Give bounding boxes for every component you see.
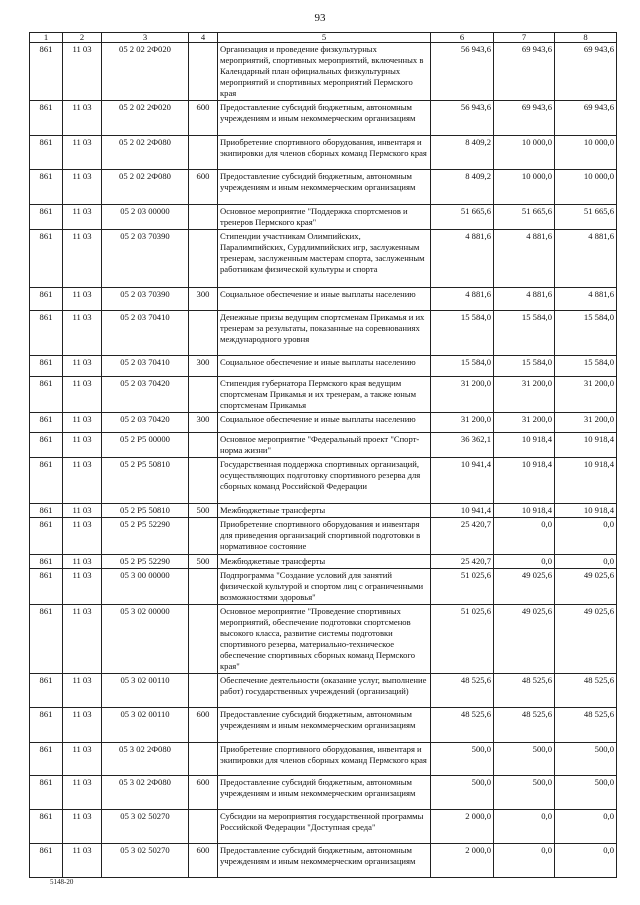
cell-amount-8: 31 200,0 [555, 413, 617, 433]
cell-expense-type [189, 569, 218, 605]
header-cell-5: 5 [218, 33, 431, 43]
cell-expense-type: 500 [189, 555, 218, 569]
cell-amount-7: 15 584,0 [494, 311, 555, 356]
cell-description: Основное мероприятие "Федеральный проект "Спорт-норма жизни" [218, 433, 431, 458]
cell-amount-8: 10 918,4 [555, 458, 617, 504]
cell-chapter: 861 [30, 743, 63, 776]
cell-amount-6: 25 420,7 [431, 518, 494, 555]
cell-section: 11 03 [63, 230, 102, 288]
budget-table [29, 32, 617, 878]
cell-target-article: 05 2 P5 52290 [102, 518, 189, 555]
cell-amount-7: 69 943,6 [494, 101, 555, 136]
cell-amount-6: 2 000,0 [431, 810, 494, 844]
cell-amount-7: 31 200,0 [494, 413, 555, 433]
cell-expense-type [189, 433, 218, 458]
cell-chapter: 861 [30, 433, 63, 458]
table-row [30, 311, 617, 356]
cell-chapter: 861 [30, 413, 63, 433]
cell-description: Предоставление субсидий бюджетным, автономным учреждениям и иным некоммерческим организациям [218, 170, 431, 205]
header-cell-4: 4 [189, 33, 218, 43]
table-row [30, 743, 617, 776]
table-row [30, 605, 617, 674]
table-row [30, 458, 617, 504]
cell-chapter: 861 [30, 288, 63, 311]
header-row [30, 33, 617, 43]
cell-chapter: 861 [30, 101, 63, 136]
cell-amount-7: 10 918,4 [494, 433, 555, 458]
cell-target-article: 05 2 02 2Ф020 [102, 43, 189, 101]
cell-amount-8: 69 943,6 [555, 43, 617, 101]
cell-amount-6: 2 000,0 [431, 844, 494, 878]
cell-section: 11 03 [63, 377, 102, 413]
cell-amount-6: 51 025,6 [431, 605, 494, 674]
cell-amount-6: 10 941,4 [431, 504, 494, 518]
cell-description: Организация и проведение физкультурных мероприятий, спортивных мероприятий, включенных в Календарный план официальных физкультурных мероприятий и спортивных мероприятий Пермского края [218, 43, 431, 101]
cell-expense-type [189, 605, 218, 674]
table-row [30, 356, 617, 377]
cell-section: 11 03 [63, 776, 102, 810]
cell-amount-8: 10 000,0 [555, 170, 617, 205]
cell-section: 11 03 [63, 569, 102, 605]
cell-target-article: 05 3 02 2Ф080 [102, 776, 189, 810]
cell-target-article: 05 3 00 00000 [102, 569, 189, 605]
table-row [30, 413, 617, 433]
cell-amount-6: 10 941,4 [431, 458, 494, 504]
cell-expense-type [189, 743, 218, 776]
cell-chapter: 861 [30, 43, 63, 101]
cell-description: Основное мероприятие "Поддержка спортсменов и тренеров Пермского края" [218, 205, 431, 230]
cell-section: 11 03 [63, 458, 102, 504]
cell-chapter: 861 [30, 555, 63, 569]
cell-target-article: 05 2 03 70420 [102, 377, 189, 413]
cell-chapter: 861 [30, 356, 63, 377]
cell-amount-7: 0,0 [494, 844, 555, 878]
cell-amount-8: 48 525,6 [555, 708, 617, 743]
cell-amount-8: 0,0 [555, 518, 617, 555]
cell-expense-type: 300 [189, 413, 218, 433]
cell-description: Государственная поддержка спортивных организаций, осуществляющих подготовку спортивного резерва для сборных команд Российской Федерации [218, 458, 431, 504]
table-row [30, 205, 617, 230]
cell-target-article: 05 2 02 2Ф080 [102, 170, 189, 205]
table-row [30, 569, 617, 605]
cell-description: Предоставление субсидий бюджетным, автономным учреждениям и иным некоммерческим организациям [218, 708, 431, 743]
cell-amount-6: 4 881,6 [431, 230, 494, 288]
cell-amount-6: 15 584,0 [431, 311, 494, 356]
cell-section: 11 03 [63, 413, 102, 433]
cell-expense-type [189, 810, 218, 844]
table-row [30, 844, 617, 878]
cell-description: Социальное обеспечение и иные выплаты населению [218, 356, 431, 377]
cell-description: Приобретение спортивного оборудования, инвентаря и экипировки для членов сборных команд Пермского края [218, 743, 431, 776]
cell-expense-type: 600 [189, 844, 218, 878]
cell-amount-7: 69 943,6 [494, 43, 555, 101]
cell-chapter: 861 [30, 205, 63, 230]
cell-amount-8: 0,0 [555, 555, 617, 569]
header-cell-1: 1 [30, 33, 63, 43]
cell-expense-type: 300 [189, 288, 218, 311]
cell-amount-8: 10 918,4 [555, 433, 617, 458]
cell-description: Межбюджетные трансферты [218, 504, 431, 518]
cell-chapter: 861 [30, 311, 63, 356]
table-row [30, 170, 617, 205]
cell-target-article: 05 2 P5 00000 [102, 433, 189, 458]
cell-amount-8: 500,0 [555, 776, 617, 810]
cell-target-article: 05 2 03 70420 [102, 413, 189, 433]
cell-description: Социальное обеспечение и иные выплаты населению [218, 413, 431, 433]
header-cell-8: 8 [555, 33, 617, 43]
cell-amount-6: 31 200,0 [431, 413, 494, 433]
cell-target-article: 05 3 02 00000 [102, 605, 189, 674]
table-row [30, 377, 617, 413]
cell-target-article: 05 2 03 70410 [102, 311, 189, 356]
cell-chapter: 861 [30, 377, 63, 413]
cell-description: Приобретение спортивного оборудования и инвентаря для приведения организаций спортивной подготовки в нормативное состояние [218, 518, 431, 555]
cell-amount-8: 0,0 [555, 810, 617, 844]
cell-description: Субсидии на мероприятия государственной программы Российской Федерации "Доступная среда" [218, 810, 431, 844]
cell-description: Обеспечение деятельности (оказание услуг, выполнение работ) государственных учреждений (организаций) [218, 674, 431, 708]
table-row [30, 136, 617, 170]
cell-amount-7: 10 918,4 [494, 458, 555, 504]
cell-amount-8: 4 881,6 [555, 230, 617, 288]
cell-target-article: 05 2 03 00000 [102, 205, 189, 230]
cell-amount-6: 56 943,6 [431, 101, 494, 136]
cell-amount-7: 10 000,0 [494, 170, 555, 205]
cell-expense-type: 600 [189, 170, 218, 205]
cell-amount-6: 56 943,6 [431, 43, 494, 101]
table-row [30, 288, 617, 311]
cell-expense-type [189, 43, 218, 101]
cell-target-article: 05 2 02 2Ф080 [102, 136, 189, 170]
cell-amount-6: 25 420,7 [431, 555, 494, 569]
cell-expense-type [189, 136, 218, 170]
cell-section: 11 03 [63, 101, 102, 136]
cell-amount-6: 8 409,2 [431, 136, 494, 170]
cell-amount-8: 51 665,6 [555, 205, 617, 230]
cell-section: 11 03 [63, 288, 102, 311]
cell-amount-8: 69 943,6 [555, 101, 617, 136]
header-cell-6: 6 [431, 33, 494, 43]
cell-target-article: 05 2 P5 52290 [102, 555, 189, 569]
cell-chapter: 861 [30, 844, 63, 878]
cell-section: 11 03 [63, 170, 102, 205]
cell-expense-type: 300 [189, 356, 218, 377]
cell-description: Стипендии участникам Олимпийских, Паралимпийских, Сурдлимпийских игр, заслуженным тренерам, заслуженным мастерам спорта, заслуженным работникам физической культуры и спорта [218, 230, 431, 288]
table-row [30, 810, 617, 844]
cell-expense-type: 600 [189, 101, 218, 136]
cell-amount-8: 10 000,0 [555, 136, 617, 170]
cell-amount-6: 36 362,1 [431, 433, 494, 458]
header-cell-3: 3 [102, 33, 189, 43]
cell-amount-7: 31 200,0 [494, 377, 555, 413]
cell-section: 11 03 [63, 311, 102, 356]
cell-amount-6: 500,0 [431, 776, 494, 810]
cell-amount-8: 48 525,6 [555, 674, 617, 708]
cell-description: Межбюджетные трансферты [218, 555, 431, 569]
cell-amount-6: 51 025,6 [431, 569, 494, 605]
cell-chapter: 861 [30, 136, 63, 170]
cell-amount-8: 15 584,0 [555, 311, 617, 356]
cell-section: 11 03 [63, 810, 102, 844]
cell-amount-8: 500,0 [555, 743, 617, 776]
footer-code: 5148-20 [50, 878, 74, 886]
table-header [30, 33, 617, 43]
cell-description: Предоставление субсидий бюджетным, автономным учреждениям и иным некоммерческим организациям [218, 101, 431, 136]
cell-chapter: 861 [30, 708, 63, 743]
cell-target-article: 05 3 02 00110 [102, 708, 189, 743]
table-row [30, 101, 617, 136]
cell-amount-6: 500,0 [431, 743, 494, 776]
cell-amount-7: 10 918,4 [494, 504, 555, 518]
table-row [30, 674, 617, 708]
cell-amount-7: 0,0 [494, 810, 555, 844]
header-cell-2: 2 [63, 33, 102, 43]
table-row [30, 230, 617, 288]
cell-expense-type [189, 311, 218, 356]
cell-description: Подпрограмма "Создание условий для занятий физической культурой и спортом лиц с ограниченными возможностями здоровья" [218, 569, 431, 605]
cell-amount-6: 15 584,0 [431, 356, 494, 377]
cell-amount-8: 4 881,6 [555, 288, 617, 311]
cell-description: Социальное обеспечение и иные выплаты населению [218, 288, 431, 311]
cell-section: 11 03 [63, 518, 102, 555]
cell-target-article: 05 3 02 50270 [102, 810, 189, 844]
cell-amount-6: 51 665,6 [431, 205, 494, 230]
cell-expense-type [189, 518, 218, 555]
table-row [30, 518, 617, 555]
cell-target-article: 05 2 03 70410 [102, 356, 189, 377]
cell-amount-8: 31 200,0 [555, 377, 617, 413]
cell-amount-7: 51 665,6 [494, 205, 555, 230]
cell-description: Предоставление субсидий бюджетным, автономным учреждениям и иным некоммерческим организациям [218, 776, 431, 810]
table-row [30, 43, 617, 101]
cell-amount-6: 8 409,2 [431, 170, 494, 205]
cell-amount-7: 48 525,6 [494, 674, 555, 708]
cell-amount-8: 49 025,6 [555, 605, 617, 674]
cell-amount-7: 0,0 [494, 518, 555, 555]
header-cell-7: 7 [494, 33, 555, 43]
cell-chapter: 861 [30, 810, 63, 844]
cell-section: 11 03 [63, 43, 102, 101]
table-row [30, 708, 617, 743]
table-row [30, 776, 617, 810]
cell-chapter: 861 [30, 605, 63, 674]
cell-description: Денежные призы ведущим спортсменам Прикамья и их тренерам за результаты, показанные на соревнованиях международного уровня [218, 311, 431, 356]
cell-target-article: 05 3 02 2Ф080 [102, 743, 189, 776]
cell-chapter: 861 [30, 230, 63, 288]
cell-amount-7: 48 525,6 [494, 708, 555, 743]
cell-section: 11 03 [63, 433, 102, 458]
page-number: 93 [314, 12, 326, 24]
cell-target-article: 05 2 P5 50810 [102, 504, 189, 518]
table-body [30, 43, 617, 878]
cell-amount-8: 10 918,4 [555, 504, 617, 518]
cell-section: 11 03 [63, 504, 102, 518]
cell-amount-7: 4 881,6 [494, 288, 555, 311]
cell-amount-7: 49 025,6 [494, 569, 555, 605]
cell-description: Стипендия губернатора Пермского края ведущим спортсменам Прикамья и их тренерам, а также юным спортсменам Прикамья [218, 377, 431, 413]
cell-description: Приобретение спортивного оборудования, инвентаря и экипировки для членов сборных команд Пермского края [218, 136, 431, 170]
cell-expense-type: 600 [189, 776, 218, 810]
cell-section: 11 03 [63, 555, 102, 569]
cell-expense-type [189, 205, 218, 230]
cell-amount-7: 0,0 [494, 555, 555, 569]
cell-chapter: 861 [30, 674, 63, 708]
cell-amount-6: 48 525,6 [431, 674, 494, 708]
cell-section: 11 03 [63, 205, 102, 230]
cell-target-article: 05 2 03 70390 [102, 230, 189, 288]
cell-section: 11 03 [63, 708, 102, 743]
cell-amount-8: 15 584,0 [555, 356, 617, 377]
cell-expense-type [189, 458, 218, 504]
cell-target-article: 05 3 02 00110 [102, 674, 189, 708]
cell-amount-6: 48 525,6 [431, 708, 494, 743]
cell-expense-type: 500 [189, 504, 218, 518]
cell-amount-7: 10 000,0 [494, 136, 555, 170]
cell-expense-type [189, 377, 218, 413]
cell-amount-7: 15 584,0 [494, 356, 555, 377]
cell-section: 11 03 [63, 356, 102, 377]
cell-expense-type [189, 674, 218, 708]
cell-chapter: 861 [30, 504, 63, 518]
cell-section: 11 03 [63, 743, 102, 776]
cell-target-article: 05 2 03 70390 [102, 288, 189, 311]
cell-amount-6: 31 200,0 [431, 377, 494, 413]
cell-chapter: 861 [30, 569, 63, 605]
cell-section: 11 03 [63, 844, 102, 878]
cell-amount-8: 49 025,6 [555, 569, 617, 605]
cell-chapter: 861 [30, 776, 63, 810]
table-row [30, 433, 617, 458]
cell-section: 11 03 [63, 136, 102, 170]
cell-amount-7: 500,0 [494, 743, 555, 776]
cell-expense-type [189, 230, 218, 288]
cell-expense-type: 600 [189, 708, 218, 743]
cell-target-article: 05 2 02 2Ф020 [102, 101, 189, 136]
cell-description: Предоставление субсидий бюджетным, автономным учреждениям и иным некоммерческим организациям [218, 844, 431, 878]
cell-amount-7: 500,0 [494, 776, 555, 810]
cell-section: 11 03 [63, 605, 102, 674]
cell-section: 11 03 [63, 674, 102, 708]
cell-amount-7: 49 025,6 [494, 605, 555, 674]
cell-amount-8: 0,0 [555, 844, 617, 878]
table-row [30, 555, 617, 569]
cell-target-article: 05 3 02 50270 [102, 844, 189, 878]
cell-chapter: 861 [30, 170, 63, 205]
table-row [30, 504, 617, 518]
cell-chapter: 861 [30, 518, 63, 555]
cell-chapter: 861 [30, 458, 63, 504]
cell-description: Основное мероприятие "Проведение спортивных мероприятий, обеспечение подготовки спортсменов высокого класса, развитие системы подготовки спортивного резерва, материально-техническое обеспечение спортивных сборных команд Пермского края" [218, 605, 431, 674]
cell-amount-7: 4 881,6 [494, 230, 555, 288]
cell-target-article: 05 2 P5 50810 [102, 458, 189, 504]
cell-amount-6: 4 881,6 [431, 288, 494, 311]
